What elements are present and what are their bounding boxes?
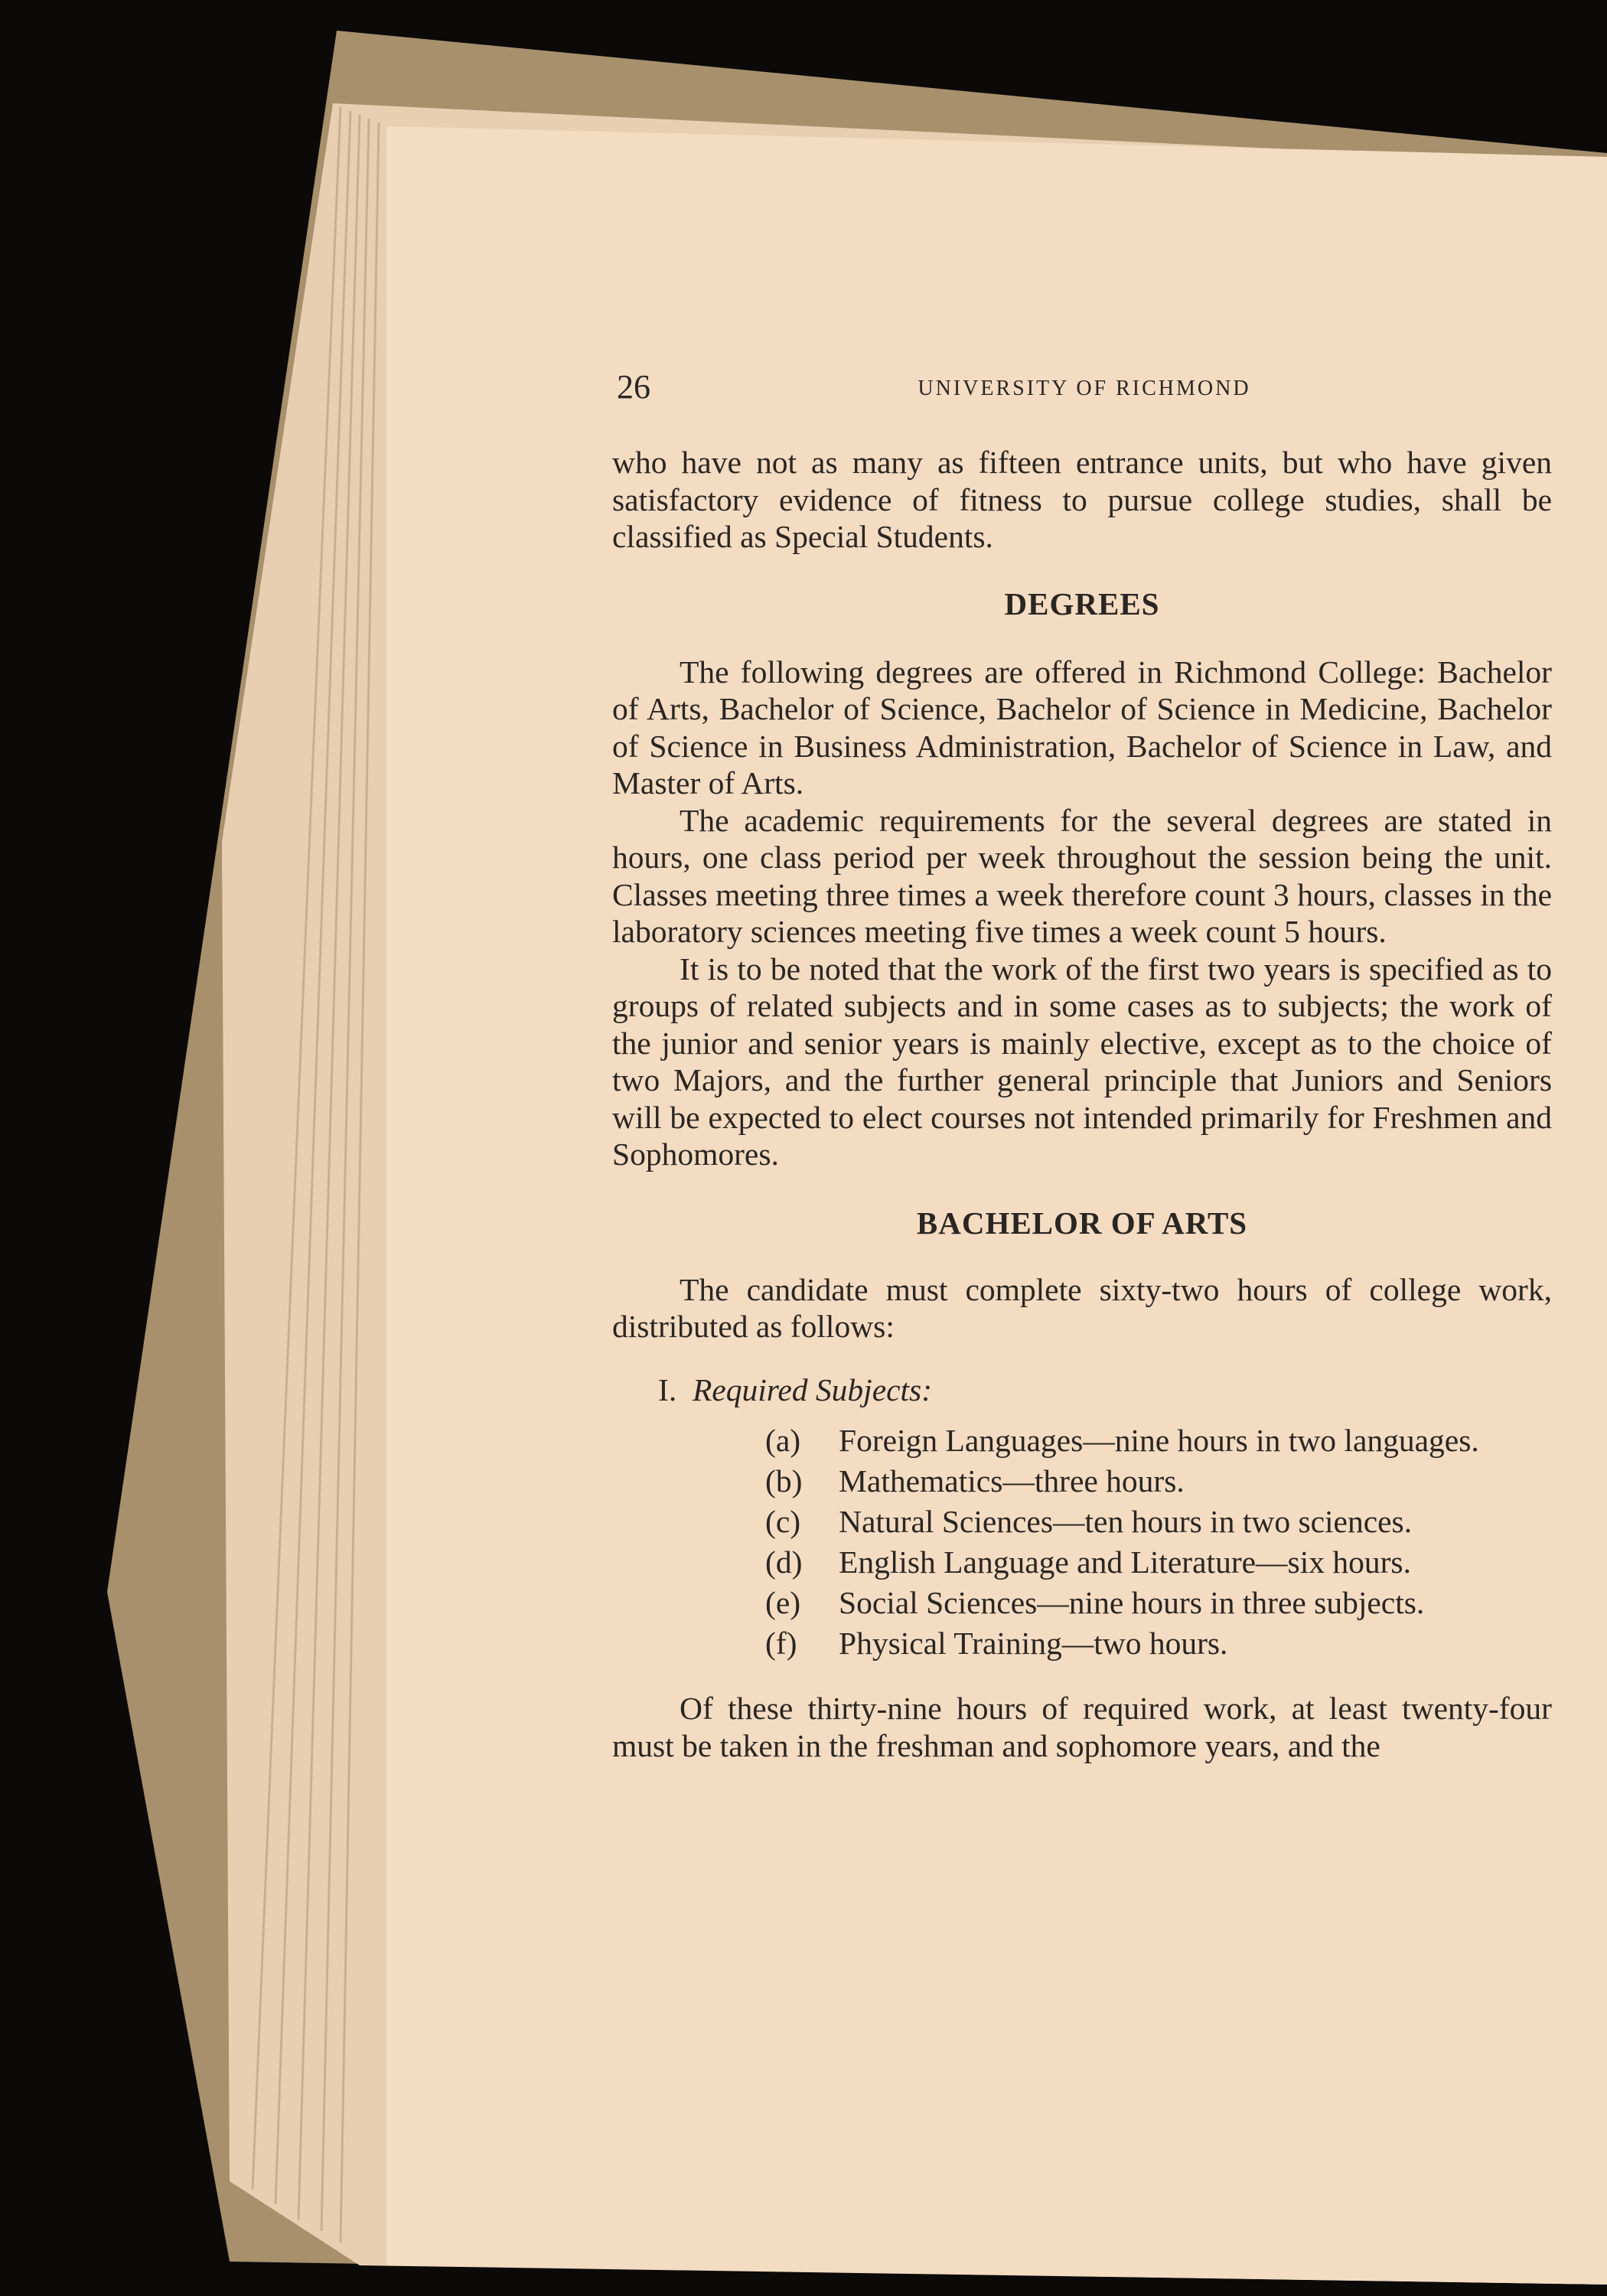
item-text: Physical Training—two hours. (839, 1626, 1228, 1661)
item-text: Foreign Languages—nine hours in two languages. (839, 1423, 1479, 1458)
required-subject-item (765, 1420, 1552, 1461)
closing-paragraph: Of these thirty-nine hours of required work, at least twenty-four must be taken in the freshman and sophomore years, and the (612, 1691, 1552, 1763)
item-text: Mathematics—three hours. (839, 1463, 1185, 1499)
running-head: UNIVERSITY OF RICHMOND (918, 377, 1251, 400)
academic-requirements-paragraph: The academic requirements for the several degrees are stated in hours, one class period per week throughout the session being the unit. Classes meeting three times a week therefore count 3 hours, classes in the laboratory sciences meeting five times a week count 5 hours. (612, 802, 1552, 949)
required-numeral: I. (658, 1371, 677, 1407)
intro-paragraph: who have not as many as fifteen entrance units, but who have given satisfactory evidence of fitness to pursue college studies, shall be classified as Special Students. (612, 445, 1552, 554)
required-subject-item (765, 1461, 1552, 1502)
degrees-offered-paragraph: The following degrees are offered in Richmond College: Bachelor of Arts, Bachelor of Science, Bachelor of Science in Medicine, Bachelor of Science in Business Administration, Bachelor of Science in Law, and Master of Arts. (612, 654, 1552, 801)
first-two-years-paragraph: It is to be noted that the work of the first two years is specified as to groups of related subjects and in some cases as to subjects; the work of the junior and senior years is mainly elective, except as to the choice of two Majors, and the further general principle that Juniors and Seniors will be expected to elect courses not intended primarily for Freshmen and Sophomores. (612, 951, 1552, 1172)
required-subjects-list (612, 1420, 1552, 1664)
required-subject-item (765, 1623, 1552, 1664)
item-marker: (f) (765, 1626, 797, 1661)
required-subject-item (765, 1542, 1552, 1583)
page-header (617, 366, 1552, 412)
candidate-requirements-paragraph: The candidate must complete sixty-two hours of college work, distributed as follows: (612, 1271, 1552, 1344)
item-marker: (c) (765, 1504, 801, 1539)
bachelor-of-arts-heading: BACHELOR OF ARTS (916, 1205, 1248, 1241)
item-text: Social Sciences—nine hours in three subjects. (839, 1585, 1425, 1620)
required-subjects-label: Required Subjects: (692, 1371, 933, 1407)
page-number: 26 (617, 368, 650, 406)
item-text: Natural Sciences—ten hours in two sciences. (839, 1504, 1413, 1539)
required-subject-item (765, 1583, 1552, 1623)
item-marker: (e) (765, 1585, 801, 1620)
page-body (612, 444, 1552, 1764)
item-marker: (a) (765, 1423, 801, 1458)
item-text: English Language and Literature—six hours. (839, 1544, 1411, 1580)
required-subjects-heading (658, 1371, 1552, 1409)
item-marker: (d) (765, 1544, 803, 1580)
item-marker: (b) (765, 1463, 803, 1499)
required-subject-item (765, 1502, 1552, 1542)
degrees-heading: DEGREES (1004, 585, 1160, 621)
